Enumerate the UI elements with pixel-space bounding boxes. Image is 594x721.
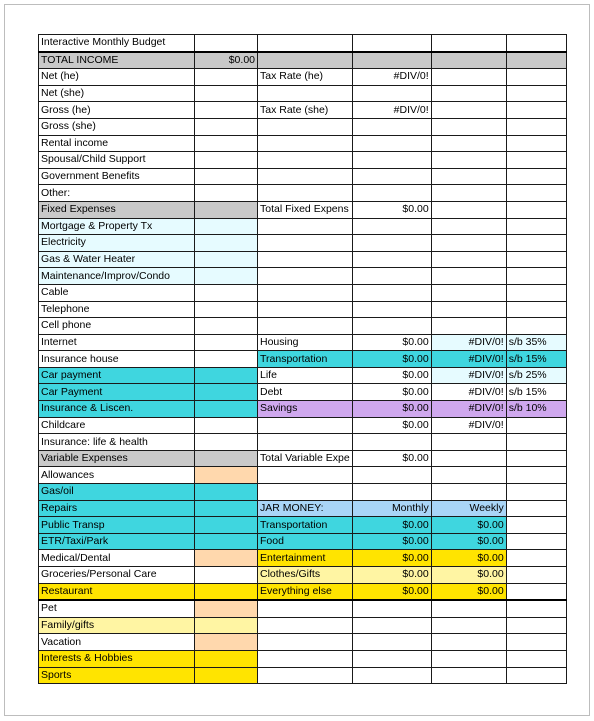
table-row — [39, 384, 567, 401]
sheet-cell[interactable] — [506, 251, 566, 268]
table-row — [39, 185, 567, 202]
table-row — [39, 434, 567, 451]
sheet-cell[interactable]: TOTAL INCOME — [39, 52, 195, 69]
sheet-cell[interactable] — [195, 284, 258, 301]
sheet-cell[interactable]: Variable Expenses — [39, 450, 195, 467]
sheet-cell[interactable] — [431, 634, 506, 651]
sheet-cell[interactable] — [431, 284, 506, 301]
sheet-cell[interactable]: $0.00 — [352, 384, 431, 401]
table-row — [39, 318, 567, 335]
sheet-cell[interactable] — [258, 85, 353, 102]
table-row — [39, 102, 567, 119]
sheet-cell[interactable] — [506, 500, 566, 517]
sheet-cell[interactable] — [195, 201, 258, 218]
sheet-cell[interactable] — [431, 52, 506, 69]
sheet-cell[interactable] — [506, 235, 566, 252]
sheet-cell[interactable]: Sports — [39, 667, 195, 684]
sheet-cell[interactable] — [352, 667, 431, 684]
sheet-cell[interactable] — [258, 434, 353, 451]
sheet-cell[interactable]: $0.00 — [352, 367, 431, 384]
table-row — [39, 617, 567, 634]
sheet-cell[interactable] — [506, 583, 566, 600]
sheet-cell[interactable] — [431, 185, 506, 202]
sheet-cell[interactable] — [506, 35, 566, 52]
sheet-cell[interactable] — [258, 600, 353, 617]
sheet-cell[interactable]: $0.00 — [352, 334, 431, 351]
sheet-cell[interactable]: Telephone — [39, 301, 195, 318]
sheet-cell[interactable] — [506, 550, 566, 567]
table-row — [39, 268, 567, 285]
sheet-cell[interactable]: Car payment — [39, 367, 195, 384]
sheet-cell[interactable] — [352, 301, 431, 318]
sheet-cell[interactable]: s/b 15% — [506, 384, 566, 401]
sheet-cell[interactable] — [506, 118, 566, 135]
sheet-cell[interactable] — [258, 168, 353, 185]
sheet-cell[interactable] — [506, 417, 566, 434]
sheet-cell[interactable]: Government Benefits — [39, 168, 195, 185]
table-row — [39, 201, 567, 218]
sheet-cell[interactable]: $0.00 — [352, 533, 431, 550]
sheet-cell[interactable] — [506, 69, 566, 86]
sheet-cell[interactable] — [431, 201, 506, 218]
sheet-cell[interactable] — [506, 52, 566, 69]
sheet-cell[interactable] — [506, 185, 566, 202]
sheet-cell[interactable]: $0.00 — [352, 201, 431, 218]
budget-spreadsheet — [38, 34, 567, 684]
sheet-cell[interactable] — [195, 567, 258, 584]
sheet-cell[interactable] — [258, 484, 353, 501]
sheet-cell[interactable] — [195, 351, 258, 368]
table-row — [39, 533, 567, 550]
sheet-cell[interactable]: Entertainment — [258, 550, 353, 567]
sheet-cell[interactable]: Cell phone — [39, 318, 195, 335]
sheet-cell[interactable]: Savings — [258, 401, 353, 418]
sheet-cell[interactable]: Gas & Water Heater — [39, 251, 195, 268]
sheet-cell[interactable]: Car Payment — [39, 384, 195, 401]
sheet-cell[interactable] — [195, 600, 258, 617]
table-row — [39, 600, 567, 617]
sheet-cell[interactable]: Interests & Hobbies — [39, 650, 195, 667]
sheet-cell[interactable]: $0.00 — [352, 351, 431, 368]
sheet-cell[interactable]: Allowances — [39, 467, 195, 484]
sheet-cell[interactable]: Childcare — [39, 417, 195, 434]
sheet-cell[interactable] — [352, 617, 431, 634]
sheet-cell[interactable]: Insurance: life & health — [39, 434, 195, 451]
sheet-cell[interactable]: Food — [258, 533, 353, 550]
sheet-cell[interactable]: $0.00 — [431, 567, 506, 584]
sheet-cell[interactable] — [195, 634, 258, 651]
sheet-cell[interactable] — [506, 284, 566, 301]
sheet-cell[interactable] — [506, 600, 566, 617]
sheet-cell[interactable]: s/b 35% — [506, 334, 566, 351]
sheet-cell[interactable] — [506, 318, 566, 335]
sheet-cell[interactable] — [352, 268, 431, 285]
sheet-cell[interactable] — [506, 85, 566, 102]
sheet-cell[interactable] — [195, 268, 258, 285]
sheet-cell[interactable] — [431, 235, 506, 252]
sheet-cell[interactable] — [506, 135, 566, 152]
table-row — [39, 251, 567, 268]
sheet-cell[interactable]: $0.00 — [352, 450, 431, 467]
sheet-cell[interactable] — [506, 517, 566, 534]
table-row — [39, 550, 567, 567]
sheet-cell[interactable] — [352, 118, 431, 135]
sheet-cell[interactable]: Net (she) — [39, 85, 195, 102]
sheet-cell[interactable]: Housing — [258, 334, 353, 351]
table-row — [39, 52, 567, 69]
sheet-cell[interactable]: $0.00 — [352, 517, 431, 534]
sheet-cell[interactable] — [195, 417, 258, 434]
sheet-cell[interactable] — [431, 152, 506, 169]
table-row — [39, 500, 567, 517]
sheet-cell[interactable] — [352, 168, 431, 185]
sheet-cell[interactable]: Everything else — [258, 583, 353, 600]
sheet-cell[interactable] — [506, 450, 566, 467]
sheet-cell[interactable] — [195, 550, 258, 567]
sheet-cell[interactable] — [506, 533, 566, 550]
sheet-cell[interactable] — [506, 467, 566, 484]
sheet-cell[interactable] — [258, 235, 353, 252]
sheet-cell[interactable] — [506, 634, 566, 651]
sheet-cell[interactable] — [352, 52, 431, 69]
sheet-cell[interactable] — [506, 617, 566, 634]
sheet-cell[interactable] — [195, 168, 258, 185]
sheet-cell[interactable] — [258, 251, 353, 268]
sheet-cell[interactable] — [195, 517, 258, 534]
table-row — [39, 235, 567, 252]
sheet-cell[interactable]: $0.00 — [352, 567, 431, 584]
table-row — [39, 85, 567, 102]
sheet-cell[interactable] — [195, 367, 258, 384]
sheet-cell[interactable]: Life — [258, 367, 353, 384]
sheet-cell[interactable] — [258, 467, 353, 484]
sheet-cell[interactable] — [352, 235, 431, 252]
sheet-cell[interactable] — [352, 434, 431, 451]
sheet-cell[interactable] — [431, 600, 506, 617]
sheet-cell[interactable] — [258, 135, 353, 152]
sheet-cell[interactable] — [195, 450, 258, 467]
sheet-cell[interactable] — [352, 152, 431, 169]
sheet-cell[interactable] — [195, 484, 258, 501]
table-row — [39, 417, 567, 434]
sheet-cell[interactable] — [431, 168, 506, 185]
sheet-cell[interactable]: Insurance & Liscen. — [39, 401, 195, 418]
sheet-cell[interactable]: Monthly — [352, 500, 431, 517]
sheet-cell[interactable] — [431, 484, 506, 501]
sheet-cell[interactable]: Net (he) — [39, 69, 195, 86]
sheet-cell[interactable] — [258, 650, 353, 667]
sheet-cell[interactable] — [258, 301, 353, 318]
sheet-cell[interactable]: Total Fixed Expens — [258, 201, 353, 218]
sheet-cell[interactable] — [195, 318, 258, 335]
sheet-cell[interactable] — [431, 667, 506, 684]
sheet-cell[interactable] — [258, 617, 353, 634]
sheet-cell[interactable] — [352, 85, 431, 102]
sheet-cell[interactable] — [195, 85, 258, 102]
table-row — [39, 484, 567, 501]
table-row — [39, 301, 567, 318]
sheet-cell[interactable]: Repairs — [39, 500, 195, 517]
sheet-cell[interactable] — [195, 118, 258, 135]
sheet-cell[interactable] — [506, 484, 566, 501]
sheet-cell[interactable]: Total Variable Expe — [258, 450, 353, 467]
sheet-cell[interactable]: Fixed Expenses — [39, 201, 195, 218]
sheet-cell[interactable]: Tax Rate (she) — [258, 102, 353, 119]
sheet-cell[interactable] — [506, 102, 566, 119]
sheet-cell[interactable] — [352, 251, 431, 268]
sheet-cell[interactable] — [506, 567, 566, 584]
sheet-cell[interactable]: $0.00 — [431, 533, 506, 550]
sheet-cell[interactable] — [352, 467, 431, 484]
sheet-cell[interactable] — [195, 384, 258, 401]
sheet-cell[interactable] — [352, 634, 431, 651]
table-row — [39, 634, 567, 651]
sheet-cell[interactable] — [352, 135, 431, 152]
sheet-cell[interactable]: Internet — [39, 334, 195, 351]
sheet-cell[interactable] — [258, 35, 353, 52]
table-row — [39, 650, 567, 667]
sheet-cell[interactable]: Gross (he) — [39, 102, 195, 119]
sheet-cell[interactable]: #DIV/0! — [352, 102, 431, 119]
table-row — [39, 152, 567, 169]
sheet-cell[interactable] — [352, 185, 431, 202]
sheet-cell[interactable]: s/b 25% — [506, 367, 566, 384]
sheet-cell[interactable] — [195, 35, 258, 52]
table-row — [39, 69, 567, 86]
sheet-cell[interactable] — [431, 118, 506, 135]
sheet-cell[interactable] — [195, 102, 258, 119]
sheet-cell[interactable]: $0.00 — [431, 550, 506, 567]
sheet-cell[interactable]: #DIV/0! — [431, 351, 506, 368]
sheet-cell[interactable] — [352, 318, 431, 335]
sheet-cell[interactable]: #DIV/0! — [431, 367, 506, 384]
table-row — [39, 135, 567, 152]
sheet-cell[interactable]: s/b 10% — [506, 401, 566, 418]
sheet-cell[interactable]: $0.00 — [352, 550, 431, 567]
sheet-cell[interactable]: Transportation — [258, 517, 353, 534]
sheet-cell[interactable] — [352, 218, 431, 235]
sheet-cell[interactable] — [506, 434, 566, 451]
sheet-cell[interactable]: Gas/oil — [39, 484, 195, 501]
table-row — [39, 467, 567, 484]
sheet-cell[interactable] — [431, 135, 506, 152]
sheet-cell[interactable] — [258, 268, 353, 285]
sheet-cell[interactable] — [258, 185, 353, 202]
sheet-cell[interactable]: Gross (she) — [39, 118, 195, 135]
sheet-cell[interactable]: Rental income — [39, 135, 195, 152]
table-row — [39, 583, 567, 600]
sheet-cell[interactable] — [431, 301, 506, 318]
sheet-cell[interactable] — [258, 218, 353, 235]
sheet-cell[interactable]: $0.00 — [431, 517, 506, 534]
table-row — [39, 450, 567, 467]
sheet-cell[interactable]: Spousal/Child Support — [39, 152, 195, 169]
sheet-cell[interactable]: Electricity — [39, 235, 195, 252]
sheet-cell[interactable]: Family/gifts — [39, 617, 195, 634]
sheet-cell[interactable]: Groceries/Personal Care — [39, 567, 195, 584]
sheet-cell[interactable] — [195, 218, 258, 235]
sheet-cell[interactable] — [506, 268, 566, 285]
sheet-cell[interactable]: $0.00 — [352, 417, 431, 434]
sheet-cell[interactable] — [195, 533, 258, 550]
table-row — [39, 351, 567, 368]
sheet-cell[interactable] — [506, 201, 566, 218]
sheet-cell[interactable]: $0.00 — [352, 401, 431, 418]
sheet-cell[interactable] — [195, 301, 258, 318]
sheet-cell[interactable] — [195, 650, 258, 667]
table-row — [39, 567, 567, 584]
sheet-cell[interactable] — [506, 218, 566, 235]
sheet-cell[interactable] — [506, 667, 566, 684]
sheet-cell[interactable] — [431, 268, 506, 285]
sheet-cell[interactable] — [195, 185, 258, 202]
sheet-cell[interactable] — [431, 102, 506, 119]
table-row — [39, 218, 567, 235]
sheet-cell[interactable] — [431, 467, 506, 484]
sheet-cell[interactable] — [431, 617, 506, 634]
sheet-cell[interactable] — [352, 600, 431, 617]
sheet-cell[interactable] — [195, 251, 258, 268]
sheet-cell[interactable] — [258, 417, 353, 434]
sheet-cell[interactable]: Public Transp — [39, 517, 195, 534]
sheet-cell[interactable]: JAR MONEY: — [258, 500, 353, 517]
sheet-cell[interactable] — [506, 301, 566, 318]
sheet-cell[interactable] — [195, 667, 258, 684]
sheet-cell[interactable] — [431, 434, 506, 451]
table-row — [39, 334, 567, 351]
sheet-cell[interactable]: Insurance house — [39, 351, 195, 368]
table-row — [39, 517, 567, 534]
sheet-cell[interactable] — [431, 218, 506, 235]
sheet-cell[interactable] — [195, 617, 258, 634]
sheet-cell[interactable] — [195, 135, 258, 152]
table-row — [39, 401, 567, 418]
sheet-cell[interactable] — [258, 318, 353, 335]
sheet-cell[interactable] — [431, 69, 506, 86]
table-row — [39, 168, 567, 185]
sheet-cell[interactable] — [506, 650, 566, 667]
sheet-cell[interactable]: Weekly — [431, 500, 506, 517]
sheet-cell[interactable]: Cable — [39, 284, 195, 301]
sheet-cell[interactable] — [506, 152, 566, 169]
sheet-cell[interactable] — [195, 583, 258, 600]
sheet-cell[interactable]: Vacation — [39, 634, 195, 651]
sheet-cell[interactable]: #DIV/0! — [431, 384, 506, 401]
table-row — [39, 284, 567, 301]
sheet-cell[interactable]: #DIV/0! — [431, 334, 506, 351]
sheet-cell[interactable]: ETR/Taxi/Park — [39, 533, 195, 550]
sheet-cell[interactable]: Other: — [39, 185, 195, 202]
sheet-cell[interactable] — [431, 450, 506, 467]
sheet-cell[interactable] — [258, 634, 353, 651]
sheet-cell[interactable]: #DIV/0! — [352, 69, 431, 86]
sheet-cell[interactable]: $0.00 — [195, 52, 258, 69]
sheet-cell[interactable]: $0.00 — [431, 583, 506, 600]
sheet-cell[interactable] — [352, 484, 431, 501]
table-row — [39, 35, 567, 52]
sheet-cell[interactable]: Mortgage & Property Tx — [39, 218, 195, 235]
sheet-cell[interactable] — [195, 434, 258, 451]
sheet-cell[interactable] — [195, 334, 258, 351]
sheet-cell[interactable] — [431, 251, 506, 268]
sheet-cell[interactable]: Maintenance/Improv/Condo — [39, 268, 195, 285]
sheet-cell[interactable]: Pet — [39, 600, 195, 617]
sheet-cell[interactable] — [195, 401, 258, 418]
table-row — [39, 118, 567, 135]
sheet-cell[interactable] — [431, 650, 506, 667]
sheet-cell[interactable] — [195, 69, 258, 86]
sheet-cell[interactable] — [352, 35, 431, 52]
sheet-cell[interactable]: Tax Rate (he) — [258, 69, 353, 86]
sheet-cell[interactable] — [258, 667, 353, 684]
sheet-cell[interactable] — [258, 152, 353, 169]
sheet-cell[interactable]: s/b 15% — [506, 351, 566, 368]
table-row — [39, 667, 567, 684]
sheet-cell[interactable] — [195, 500, 258, 517]
sheet-cell[interactable] — [352, 284, 431, 301]
sheet-cell[interactable] — [258, 118, 353, 135]
sheet-cell[interactable] — [506, 168, 566, 185]
sheet-cell[interactable]: #DIV/0! — [431, 401, 506, 418]
sheet-cell[interactable]: #DIV/0! — [431, 417, 506, 434]
sheet-cell[interactable] — [258, 284, 353, 301]
sheet-cell[interactable]: Clothes/Gifts — [258, 567, 353, 584]
sheet-cell[interactable]: $0.00 — [352, 583, 431, 600]
sheet-cell[interactable]: Debt — [258, 384, 353, 401]
sheet-cell[interactable] — [195, 467, 258, 484]
table-row — [39, 367, 567, 384]
sheet-cell[interactable]: Interactive Monthly Budget — [39, 35, 195, 52]
sheet-cell[interactable]: Transportation — [258, 351, 353, 368]
sheet-cell[interactable] — [431, 35, 506, 52]
sheet-cell[interactable] — [431, 85, 506, 102]
sheet-cell[interactable] — [352, 650, 431, 667]
sheet-cell[interactable] — [195, 235, 258, 252]
sheet-cell[interactable] — [258, 52, 353, 69]
sheet-cell[interactable] — [431, 318, 506, 335]
sheet-cell[interactable] — [195, 152, 258, 169]
sheet-cell[interactable]: Restaurant — [39, 583, 195, 600]
sheet-cell[interactable]: Medical/Dental — [39, 550, 195, 567]
